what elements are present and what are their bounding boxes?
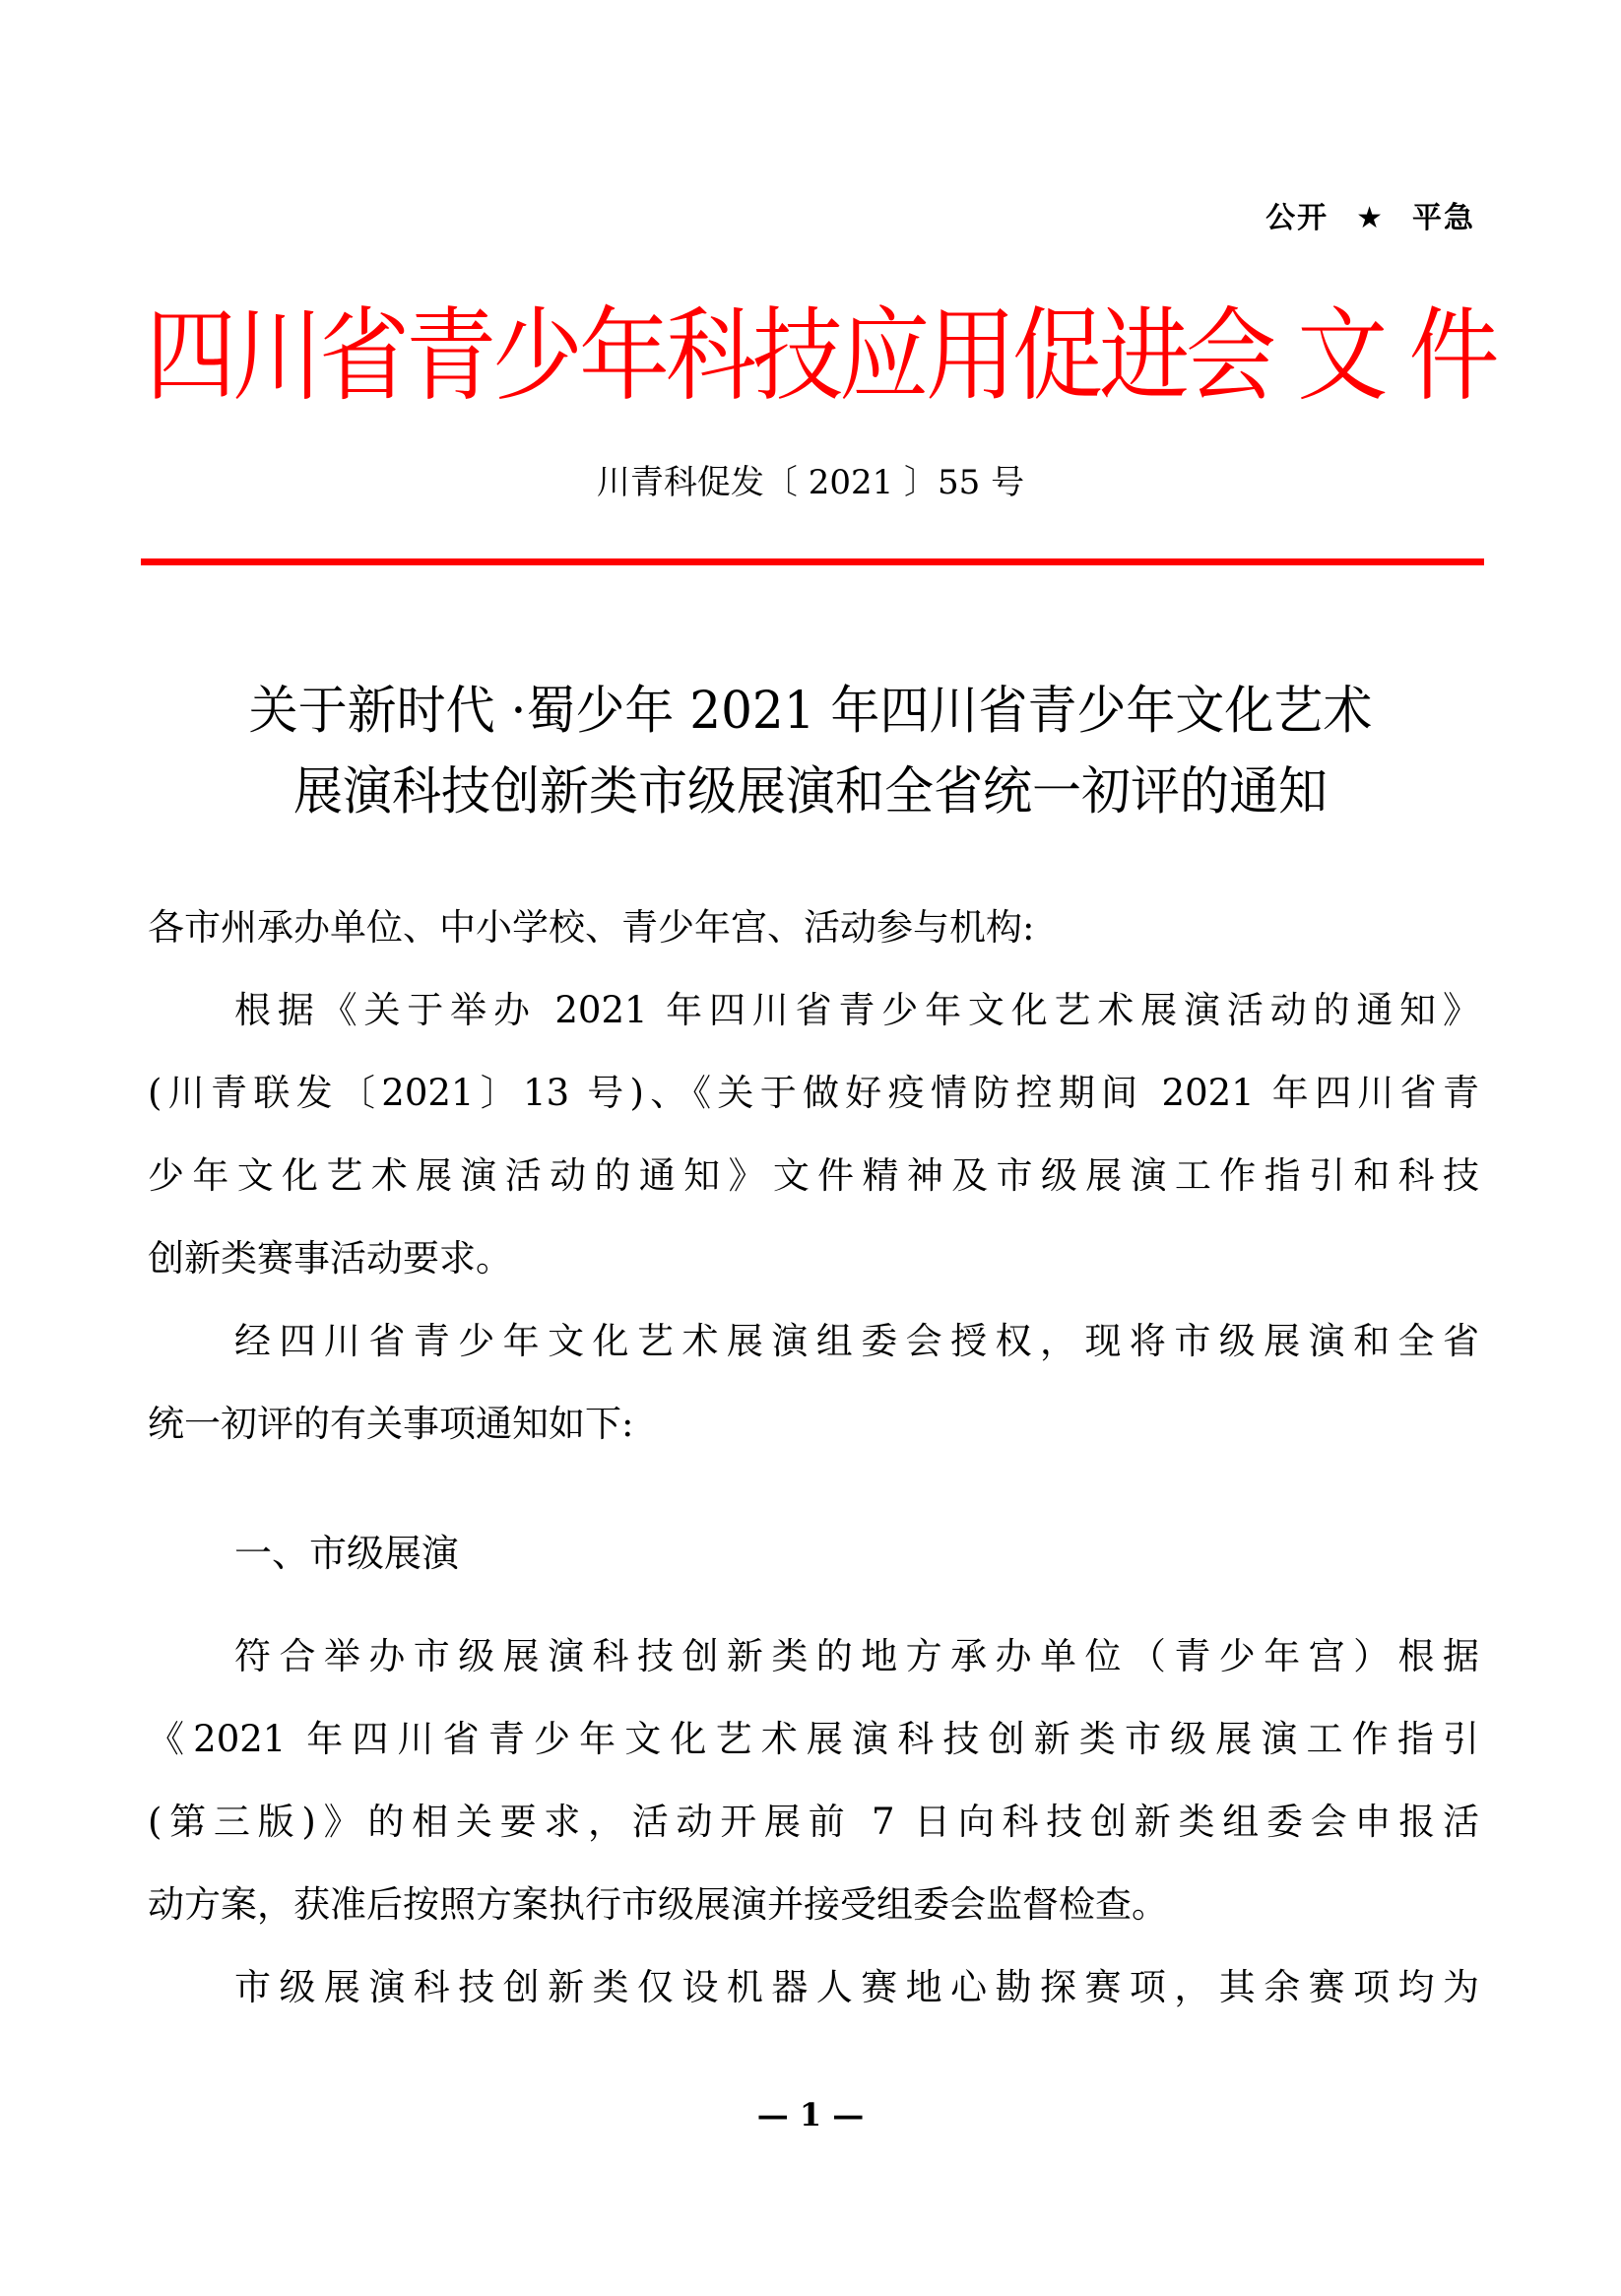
paragraph-4-line-1: 市级展演科技创新类仅设机器人赛地心勘探赛项，其余赛项均为 [234,1966,1479,2008]
paragraph-2 [148,1300,1479,1466]
title-line-2: 展演科技创新类市级展演和全省统一初评的通知 [293,760,1328,821]
classification-urgency: 平急 [1412,201,1475,235]
salutation-text: 各市州承办单位、中小学校、青少年宫、活动参与机构: [148,906,1035,949]
star-icon: ★ [1356,201,1385,235]
paragraph-1 [148,969,1479,1300]
paragraph-1-line-1: 根据《关于举办 2021 年四川省青少年文化艺术展演活动的通知》 [234,989,1479,1031]
paragraph-3-line-2: 《2021 年四川省青少年文化艺术展演科技创新类市级展演工作指引 [148,1718,1479,1760]
paragraph-4 [148,1946,1479,2029]
paragraph-3-line-1: 符合举办市级展演科技创新类的地方承办单位（青少年宫）根据 [234,1635,1479,1677]
paragraph-3-line-4: 动方案，获准后按照方案执行市级展演并接受组委会监督检查。 [148,1883,1168,1926]
page-number: — 1 — [756,2096,865,2133]
salutation [148,886,1479,969]
title-line-1: 关于新时代 ·蜀少年 2021 年四川省青少年文化艺术 [248,680,1373,741]
paragraph-1-line-4: 创新类赛事活动要求。 [148,1237,512,1279]
paragraph-1-line-3: 少年文化艺术展演活动的通知》文件精神及市级展演工作指引和科技 [148,1154,1479,1197]
classification-marking [1265,193,1475,236]
section-heading-1: 一、市级展演 [234,1532,460,1575]
paragraph-3-line-3: (第三版)》的相关要求，活动开展前 7 日向科技创新类组委会申报活 [148,1801,1479,1843]
document-number: 川青科促发〔 2021 〕55 号 [596,463,1025,502]
paragraph-3 [148,1615,1479,1946]
paragraph-2-line-1: 经四川省青少年文化艺术展演组委会授权，现将市级展演和全省 [234,1320,1479,1362]
classification-public: 公开 [1265,201,1329,235]
issuer-header: 四川省青少年科技应用促进会 文 件 [146,296,1496,415]
document-title [138,670,1483,831]
red-divider-rule [141,558,1484,565]
paragraph-1-line-2: (川青联发〔2021〕13 号)、《关于做好疫情防控期间 2021 年四川省青 [148,1072,1479,1114]
paragraph-2-line-2: 统一初评的有关事项通知如下: [148,1403,634,1445]
